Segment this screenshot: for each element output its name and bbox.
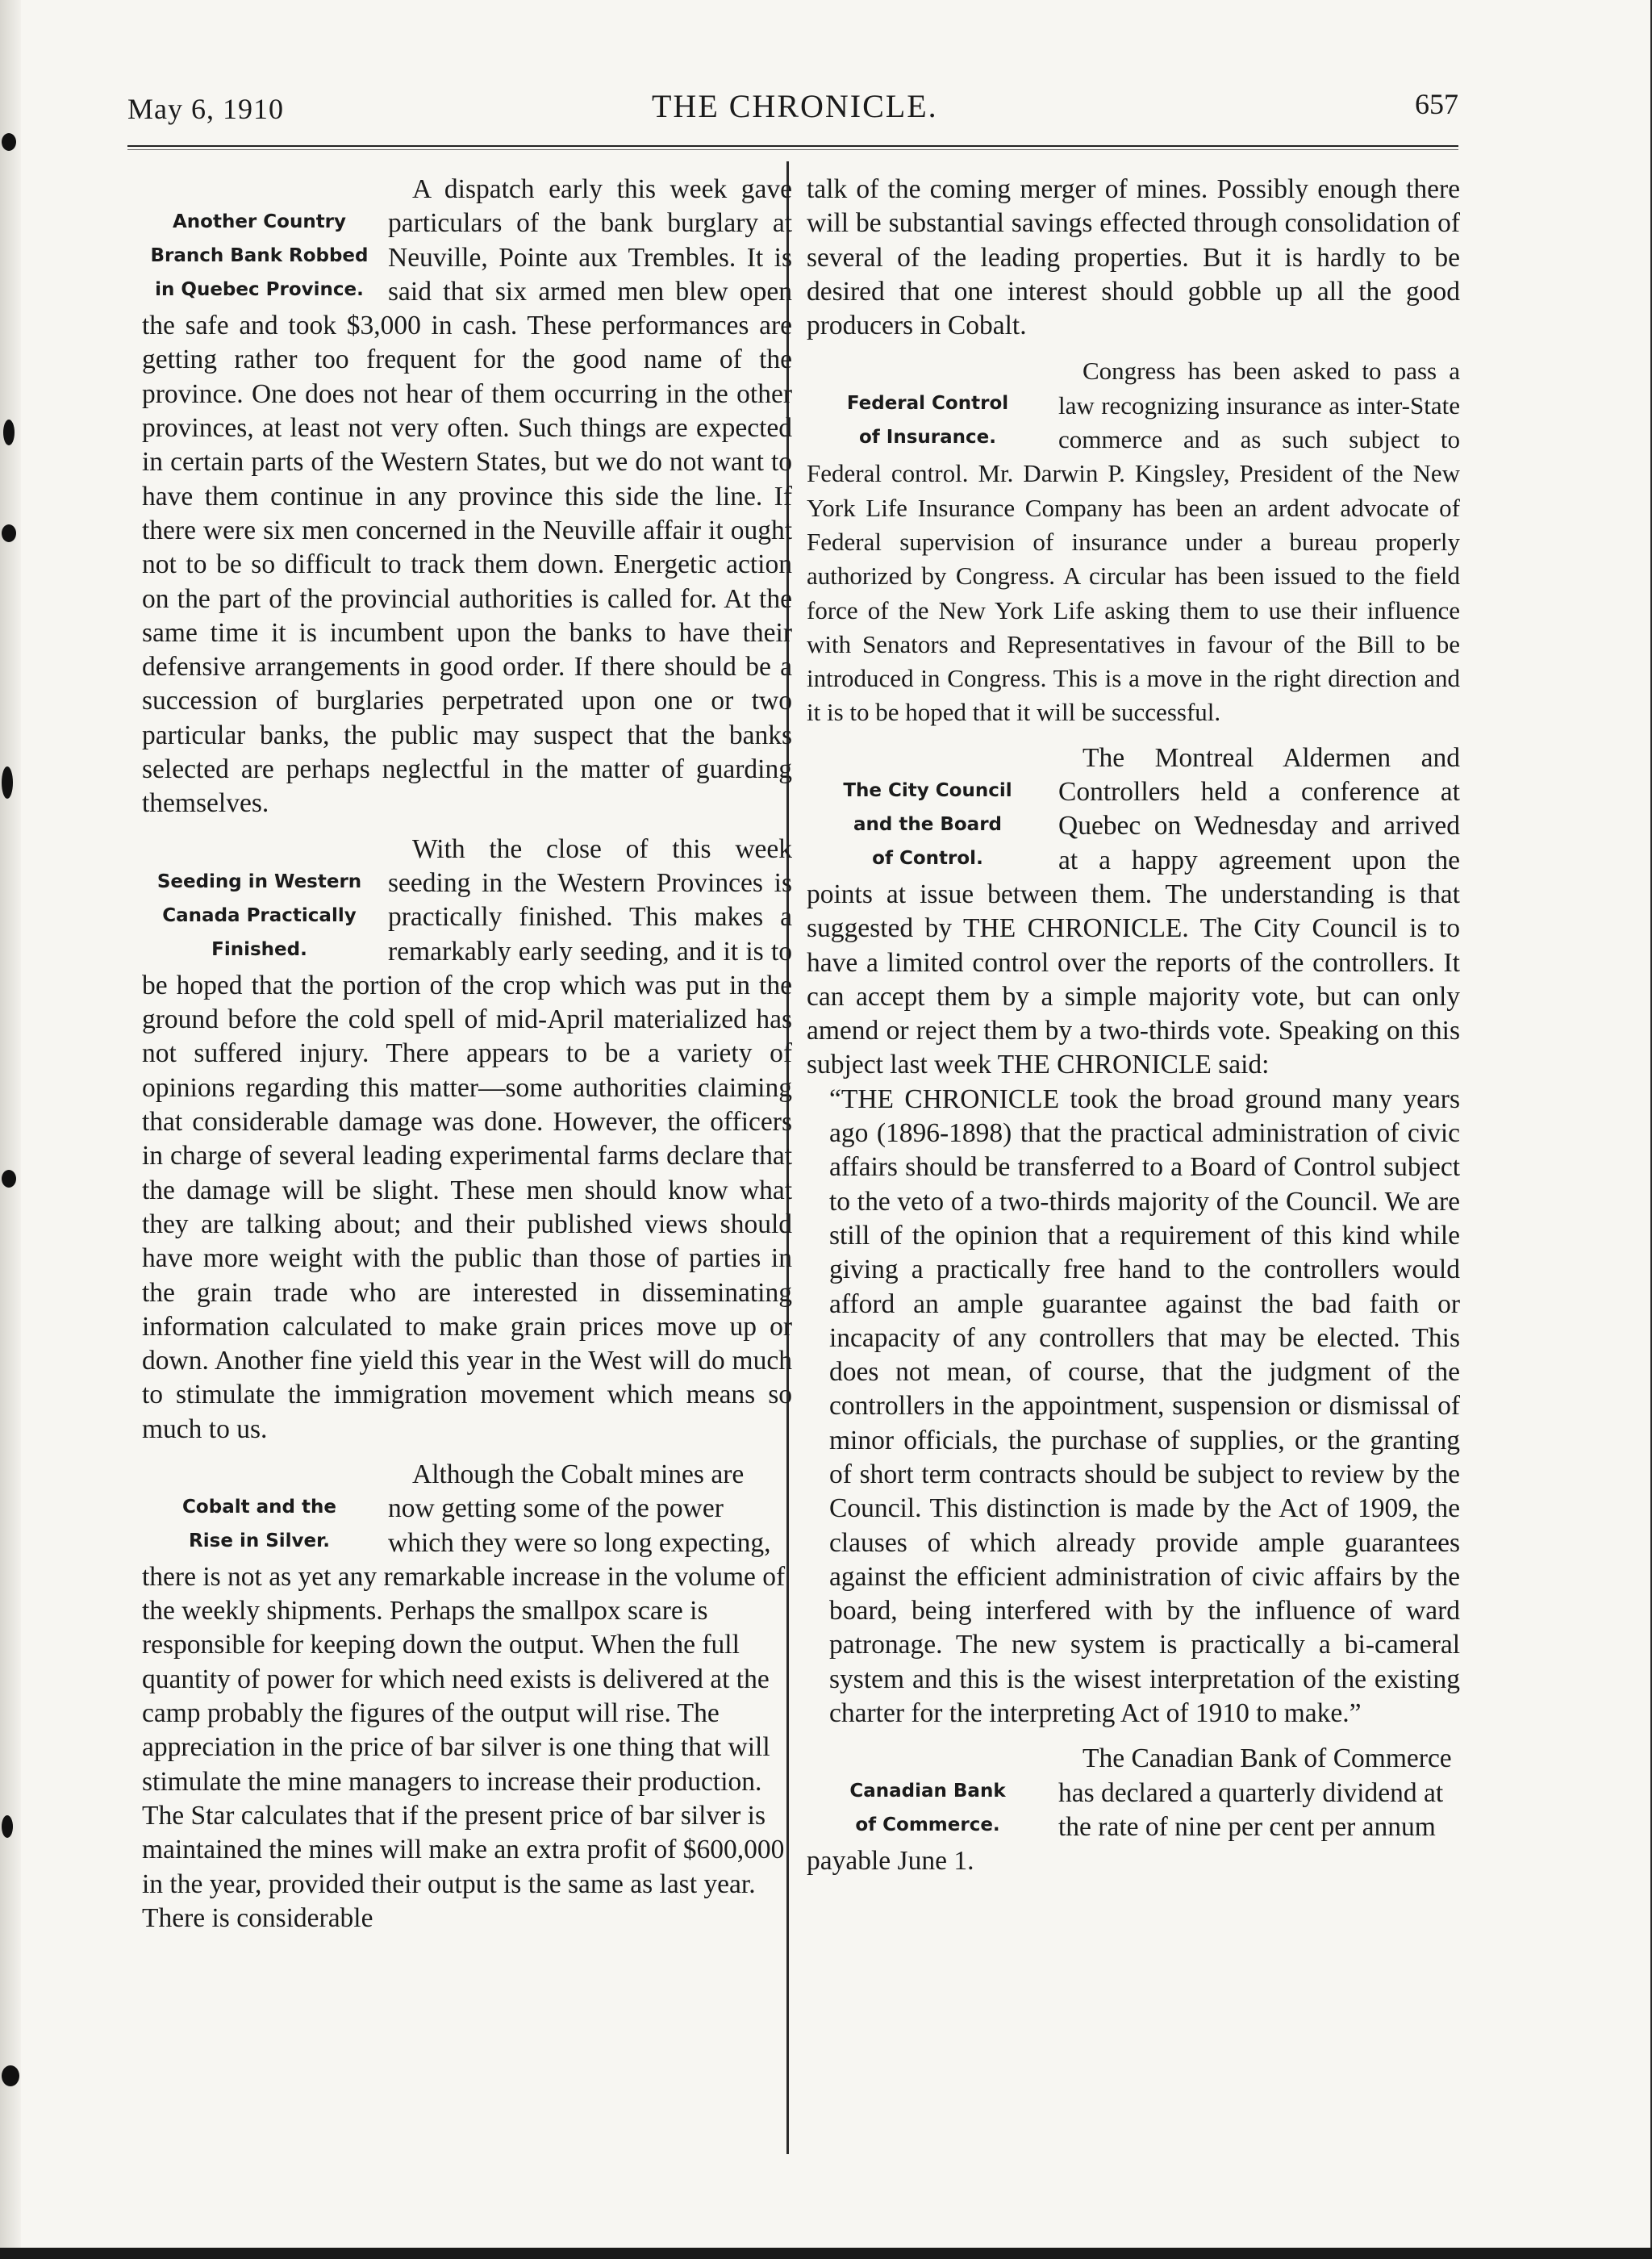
page-header	[127, 87, 1458, 127]
binding-hole	[2, 133, 16, 151]
binding-hole	[2, 1815, 13, 1838]
publication-title: THE CHRONICLE.	[652, 88, 938, 124]
side-heading: The City Council and the Board of Control.	[843, 779, 1012, 869]
side-heading: Federal Control of Insurance.	[846, 393, 1009, 449]
binding-hole	[2, 524, 16, 542]
side-heading: Cobalt and the Rise in Silver.	[182, 1496, 336, 1551]
issue-date: May 6, 1910	[127, 93, 284, 125]
article-body: The Canadian Bank of Commerce has declared a quarterly dividend at the rate of nine per cent per annum payable June 1.	[807, 1743, 1452, 1877]
page-number: 657	[1415, 88, 1458, 120]
binding-edge	[0, 0, 21, 2248]
left-column	[142, 173, 792, 1947]
article-cobalt-continued	[807, 173, 1460, 343]
article-federal-insurance	[807, 354, 1460, 729]
binding-hole	[2, 2065, 19, 2086]
side-heading: Canadian Bank of Commerce.	[849, 1781, 1006, 1836]
article-western-seeding	[142, 833, 792, 1447]
side-heading: Seeding in Western Canada Practically Finished.	[156, 871, 362, 960]
article-body: The Montreal Aldermen and Controllers held a conference at Quebec on Wednesday and arrived at a happy agreement upon the points at issue between them. The understanding is that suggested by THE CHRONICLE. The City Council is to have a limited control over the reports of the controllers. It can accept them by a simple majority vote, but can only amend or reject them by a two-thirds vote. Speaking on this subject last week THE CHRONICLE said:	[807, 742, 1460, 1080]
binding-hole	[3, 420, 15, 445]
quoted-passage: “THE CHRONICLE took the broad ground many years ago (1896-1898) that the practical administration of civic affairs should be transferred to a Board of Control subject to the veto of a two-thirds majority of the Council. We are still of the opinion that a requirement of this kind while giving a practically free hand to the controllers would afford an ample guarantee against the bad faith or incapacity of any controllers that may be elected. This does not mean, of course, that the judgment of the controllers in the appointment, suspension or dismissal of minor officials, the purchase of supplies, or the granting of short term contracts should be subject to review by the Council. This distinction is made by the Act of 1909, the clauses of which already provide ample guarantees against the efficient administration of civic affairs by the board, being interfered with by the influence of ward patronage. The new system is practically a bi-cameral system and this is the wisest interpretation of the existing charter for the interpreting Act of 1910 to make.”	[829, 1084, 1460, 1729]
article-bank-robbery	[142, 173, 792, 821]
article-body: With the close of this week seeding in the Western Provinces is practically finished. This makes a remarkably early seeding, and it is to be hoped that the portion of the crop which was put in the ground before the cold spell of mid-April materialized has not suffered injury. There appears to be a variety of opinions regarding this matter—some authorities claiming that considerable damage was done. However, the officers in charge of several leading experimental farms declare that the damage will be slight. These men should know what they are talking about; and their published views should have more weight with the public than those of parties in the grain trade who are interested in disseminating information calculated to make grain prices move up or down. Another fine yield this year in the West will do much to stimulate the immigration movement which means so much to us.	[142, 833, 792, 1444]
article-bank-of-commerce	[807, 1742, 1460, 1878]
scan-border	[0, 2248, 1652, 2259]
article-body: talk of the coming merger of mines. Possibly enough there will be substantial savings effected through consolidation of several of the leading properties. But it is hardly to be desired that one interest should gobble up all the good producers in Cobalt.	[807, 174, 1460, 341]
binding-hole	[2, 766, 13, 799]
binding-hole	[2, 1170, 16, 1188]
article-cobalt-silver	[142, 1458, 792, 1935]
article-body: Although the Cobalt mines are now getting some of the power which they were so long expecting, there is not as yet any remarkable increase in the volume of the weekly shipments. Perhaps the smallpox scare is responsible for keeping down the output. When the full quantity of power for which need exists is delivered at the camp probably the figures of the output will rise. The appreciation in the price of bar silver is one thing that will stimulate the mine managers to increase their production. The Star calculates that if the present price of bar silver is maintained the mines will make an extra profit of $600,000 in the year, provided their output is the same as last year. There is considerable	[142, 1459, 786, 1933]
article-city-council	[807, 741, 1460, 1731]
article-body: Congress has been asked to pass a law recognizing insurance as inter-State commerce and as such subject to Federal control. Mr. Darwin P. Kingsley, President of the New York Life Insurance Company has been an ardent advocate of Federal supervision of insurance under a bureau properly authorized by Congress. A circular has been issued to the field force of the New York Life asking them to use their influence with Senators and Representatives in favour of the Bill to be introduced in Congress. This is a move in the right direction and it is to be hoped that it will be successful.	[807, 357, 1460, 727]
side-heading: Another Country Branch Bank Robbed in Quebec Province.	[150, 211, 369, 300]
right-column	[807, 173, 1460, 1890]
article-body: A dispatch early this week gave particulars of the bank burglary at Neuville, Pointe aux Trembles. It is said that six armed men blew open the safe and took $3,000 in cash. These performances are getting rather too frequent for the good name of the province. One does not hear of them occurring in the other provinces, at least not very often. Such things are expected in certain parts of the Western States, but we do not want to have them continue in any province this side the line. If there were six men concerned in the Neuville affair it ought not to be so difficult to track them down. Energetic action on the part of the provincial authorities is called for. At the same time it is incumbent upon the banks to have their defensive arrangements in good order. If there should be a succession of burglaries perpetrated upon one or two particular banks, the public may suspect that the banks selected are perhaps neglectful in the matter of guarding themselves.	[142, 174, 792, 819]
header-rule	[127, 145, 1458, 150]
